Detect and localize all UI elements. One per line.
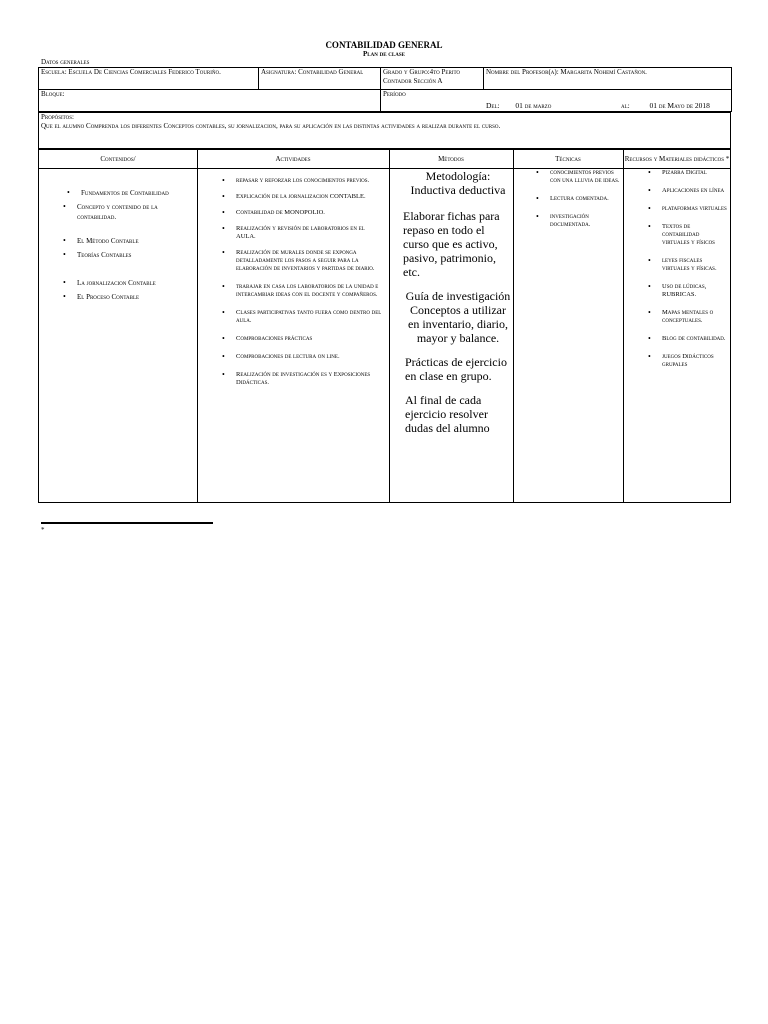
col-contenidos: Contenidos/ [100, 155, 136, 163]
grado-cell: Grado y Grupo:4to Perito Contador Sección A [381, 68, 484, 90]
del-label: Del: [486, 101, 500, 110]
metodo-paragraph: Guía de investigación Conceptos a utilizar en inventario, diario, mayor y balance. [405, 289, 511, 345]
col-recursos: Recursos y Materiales didácticos * [624, 155, 730, 163]
metodo-paragraph: Al final de cada ejercicio resolver dudas del alumno [405, 393, 490, 435]
list-item: • El Proceso Contable [77, 292, 191, 302]
contenidos-list [77, 188, 191, 302]
list-item: • conocimientos previos con una lluvia de ideas. [550, 169, 620, 185]
list-item: • Comprobaciones prácticas [236, 335, 384, 343]
footnote-separator [41, 522, 213, 524]
list-item: • Realización y revisión de laboratorios en el AULA. [236, 225, 384, 241]
al-value: 01 de Mayo de 2018 [649, 101, 710, 110]
list-item: • Comprobaciones de lectura on line. [236, 353, 384, 361]
list-item: • Contabilidad de MONOPOLIO. [236, 209, 384, 217]
asignatura-cell: Asignatura: Contabilidad General [259, 68, 381, 90]
list-item: • plataformas virtuales [662, 205, 728, 213]
propositos-text: Que el alumno Comprenda los diferentes Conceptos contables, su jornalizacion, para su aplicación en las distintas actividades a realizar durante el curso. [41, 122, 501, 130]
recursos-list [662, 169, 728, 369]
list-item: • La jornalizacion Contable [77, 278, 191, 288]
list-item: • Blog de contabilidad. [662, 335, 728, 343]
al-label: al: [621, 101, 630, 110]
list-item: • Concepto y contenido de la contabilidad. [77, 202, 191, 222]
propositos-label: Propósitos: [41, 113, 74, 121]
list-item: • Fundamentos de Contabilidad [81, 188, 195, 198]
list-item: • trabajar en casa los laboratorios de la unidad e intercambiar ideas con el docente y compañeros. [236, 283, 384, 299]
escuela-cell: Escuela: Escuela De Ciencias Comerciales Federico Touriño. [39, 68, 259, 90]
list-item: • Realización de investigación es y Exposiciones Didácticas. [236, 371, 384, 387]
document-subtitle: Plan de clase [363, 50, 405, 58]
datos-generales-label: Datos generales [41, 58, 90, 66]
document-title: CONTABILIDAD GENERAL [325, 40, 443, 50]
metodo-paragraph: Metodología: Inductiva deductiva [410, 169, 506, 197]
profesor-cell: Nombre del Profesor(a): Margarita Nohemí Castañon. [484, 68, 732, 90]
list-item: • Mapas mentales o conceptuales. [662, 309, 728, 325]
list-item: • Clases participativas tanto fuera como dentro del aula. [236, 309, 384, 325]
list-item: • El Método Contable [77, 236, 191, 246]
list-item: • Teorías Contables [77, 250, 191, 260]
col-tecnicas: Técnicas [555, 155, 581, 163]
list-item: • Uso de lúdicas, RUBRICAS. [662, 283, 728, 299]
metodos-text [405, 169, 511, 445]
list-item: • leyes fiscales virtuales y físicas. [662, 257, 728, 273]
list-item: • Realización de murales donde se exponga detalladamente los pasos a seguir para la elaboración de inventarios y partidas de diario. [236, 249, 384, 273]
tecnicas-list [550, 169, 620, 229]
periodo-cell [381, 90, 732, 112]
list-item: • Lectura comentada. [550, 195, 620, 203]
metodo-paragraph: Prácticas de ejercicio en clase en grupo. [405, 355, 507, 383]
footnote-mark: * [41, 526, 45, 534]
list-item: • investigación documentada. [550, 213, 620, 229]
propositos-box [38, 112, 731, 149]
actividades-list [236, 177, 384, 387]
bloque-cell: Bloque: [39, 90, 381, 112]
list-item: • juegos Didácticos grupales [662, 353, 728, 369]
list-item: • repasar y reforzar los conocimientos previos. [236, 177, 384, 185]
metodo-paragraph: Elaborar fichas para repaso en todo el curso que es activo, pasivo, patrimonio, etc. [403, 209, 500, 279]
list-item: • Explicación de la jornalizacion CONTABLE. [236, 193, 384, 201]
col-metodos: Métodos [438, 155, 464, 163]
del-value: 01 de marzo [515, 101, 552, 110]
col-actividades: Actividades [275, 155, 311, 163]
list-item: • Textos de contabilidad virtuales y físicos [662, 223, 728, 247]
general-data-table [38, 67, 732, 112]
periodo-label: Período [383, 90, 406, 98]
list-item: • Aplicaciones en línea [662, 187, 728, 195]
list-item: • Pizarra Digital [662, 169, 728, 177]
plan-grid [38, 149, 731, 503]
